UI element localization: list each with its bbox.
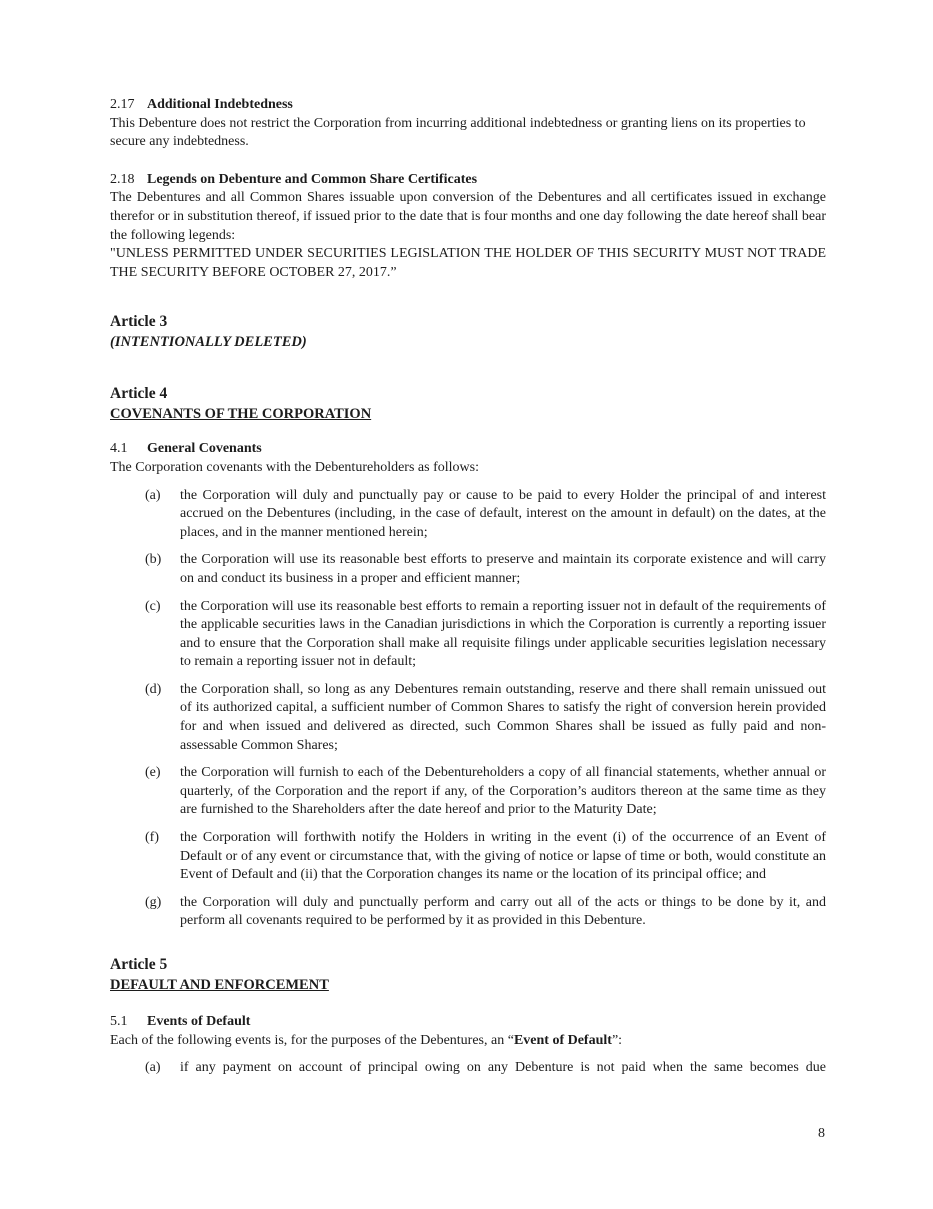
section-2-18 bbox=[110, 171, 826, 283]
list-item bbox=[110, 551, 826, 588]
events-of-default-list bbox=[110, 1059, 826, 1078]
list-item-text: the Corporation will use its reasonable best efforts to remain a reporting issuer not in default of the requirements of the applicable securities laws in the Canadian jurisdictions in which the Corporation is currently a reporting issuer and to ensure that the Corporation shall make all requisite filings under applicable securities legislation necessary to remain a reporting issuer not in default; bbox=[180, 598, 826, 670]
article-3 bbox=[110, 312, 826, 352]
article-4-heading: Article 4 bbox=[110, 385, 168, 403]
document-content bbox=[110, 96, 826, 1078]
section-4-1-intro: The Corporation covenants with the Debentureholders as follows: bbox=[110, 459, 479, 475]
defined-term: Event of Default bbox=[513, 1032, 612, 1048]
section-2-17-paragraph: This Debenture does not restrict the Corporation from incurring additional indebtedness or granting liens on its properties to secure any indebtedness. bbox=[110, 115, 806, 150]
article-4 bbox=[110, 384, 826, 424]
list-item bbox=[110, 681, 826, 755]
list-item bbox=[110, 487, 826, 543]
section-title: Legends on Debenture and Common Share Certificates bbox=[147, 171, 478, 187]
list-item bbox=[110, 829, 826, 885]
section-number: 2.18 bbox=[110, 171, 135, 187]
section-number: 5.1 bbox=[110, 1014, 128, 1029]
list-item-marker: (g) bbox=[145, 894, 162, 910]
legend-quote: "UNLESS PERMITTED UNDER SECURITIES LEGISLATION THE HOLDER OF THIS SECURITY MUST NOT TRADE THE SECURITY BEFORE OCTOBER 27, 2017.” bbox=[110, 246, 826, 280]
section-title: Events of Default bbox=[147, 1014, 251, 1029]
list-item-text: the Corporation shall, so long as any Debentures remain outstanding, reserve and there shall remain unissued out of its authorized capital, a sufficient number of Common Shares to satisfy the right of conversion herein provided for and when issued and delivered as directed, such Common Shares shall be issued as fully paid and non-assessable Common Shares; bbox=[180, 681, 826, 753]
list-item-marker: (e) bbox=[145, 765, 161, 781]
list-item bbox=[110, 764, 826, 820]
list-item-marker: (c) bbox=[145, 598, 161, 614]
list-item-text: the Corporation will duly and punctually perform and carry out all of the acts or things to be done by it, and perform all covenants required to be performed by it as provided in this Debenture. bbox=[180, 894, 826, 929]
section-5-1-heading bbox=[110, 1013, 826, 1032]
article-3-heading: Article 3 bbox=[110, 313, 168, 331]
section-number: 4.1 bbox=[110, 441, 128, 457]
section-5-1-intro bbox=[110, 1032, 826, 1051]
section-2-17-heading bbox=[110, 96, 826, 115]
section-4-1-heading bbox=[110, 440, 826, 459]
page-number: 8 bbox=[818, 1126, 825, 1141]
list-item-marker: (f) bbox=[145, 830, 159, 846]
list-item bbox=[110, 1059, 826, 1078]
list-item-text: if any payment on account of principal owing on any Debenture is not paid when the same becomes due bbox=[180, 1060, 826, 1076]
article-3-subheading: (INTENTIONALLY DELETED) bbox=[110, 334, 307, 351]
list-item-text: the Corporation will duly and punctually pay or cause to be paid to every Holder the principal of and interest accrued on the Debentures (including, in the case of default, interest on the amount in default) on the dates, at the places, and in the manner mentioned herein; bbox=[180, 487, 826, 540]
list-item-marker: (a) bbox=[145, 487, 161, 503]
list-item bbox=[110, 598, 826, 672]
list-item-marker: (d) bbox=[145, 681, 162, 697]
list-item-marker: (a) bbox=[145, 1060, 161, 1076]
covenants-list bbox=[110, 487, 826, 931]
section-title: General Covenants bbox=[147, 441, 262, 457]
article-5 bbox=[110, 955, 826, 995]
list-item bbox=[110, 894, 826, 931]
section-2-17 bbox=[110, 96, 826, 152]
article-4-subheading: COVENANTS OF THE CORPORATION bbox=[110, 406, 372, 423]
list-item-marker: (b) bbox=[145, 552, 162, 568]
list-item-text: the Corporation will forthwith notify the Holders in writing in the event (i) of the occurrence of an Event of Default or of any event or circumstance that, with the giving of notice or lapse of time or both, would constitute an Event of Default and (ii) that the Corporation changes its name or the location of its principal office; and bbox=[180, 830, 826, 883]
section-2-18-paragraph: The Debentures and all Common Shares issuable upon conversion of the Debentures and all certificates issued in exchange therefor or in substitution thereof, if issued prior to the date that is four months and one day following the date hereof shall bear the following legends: bbox=[110, 190, 826, 243]
intro-prefix: Each of the following events is, for the purposes of the Debentures, an “ bbox=[110, 1032, 514, 1048]
list-item-text: the Corporation will furnish to each of the Debentureholders a copy of all financial statements, whether annual or quarterly, of the Corporation and the report if any, of the Corporation’s auditors thereon at the same time as they are furnished to the Shareholders after the date hereof and prior to the Maturity Date; bbox=[180, 765, 826, 818]
intro-suffix: ”: bbox=[611, 1032, 623, 1048]
section-2-18-heading bbox=[110, 171, 826, 190]
section-4-1 bbox=[110, 440, 826, 931]
list-item-text: the Corporation will use its reasonable best efforts to preserve and maintain its corporate existence and will carry on and conduct its business in a proper and efficient manner; bbox=[180, 552, 826, 586]
section-number: 2.17 bbox=[110, 97, 135, 112]
article-5-subheading: DEFAULT AND ENFORCEMENT bbox=[110, 977, 329, 993]
article-5-heading: Article 5 bbox=[110, 956, 168, 973]
section-title: Additional Indebtedness bbox=[147, 97, 293, 112]
section-5-1 bbox=[110, 1013, 826, 1078]
